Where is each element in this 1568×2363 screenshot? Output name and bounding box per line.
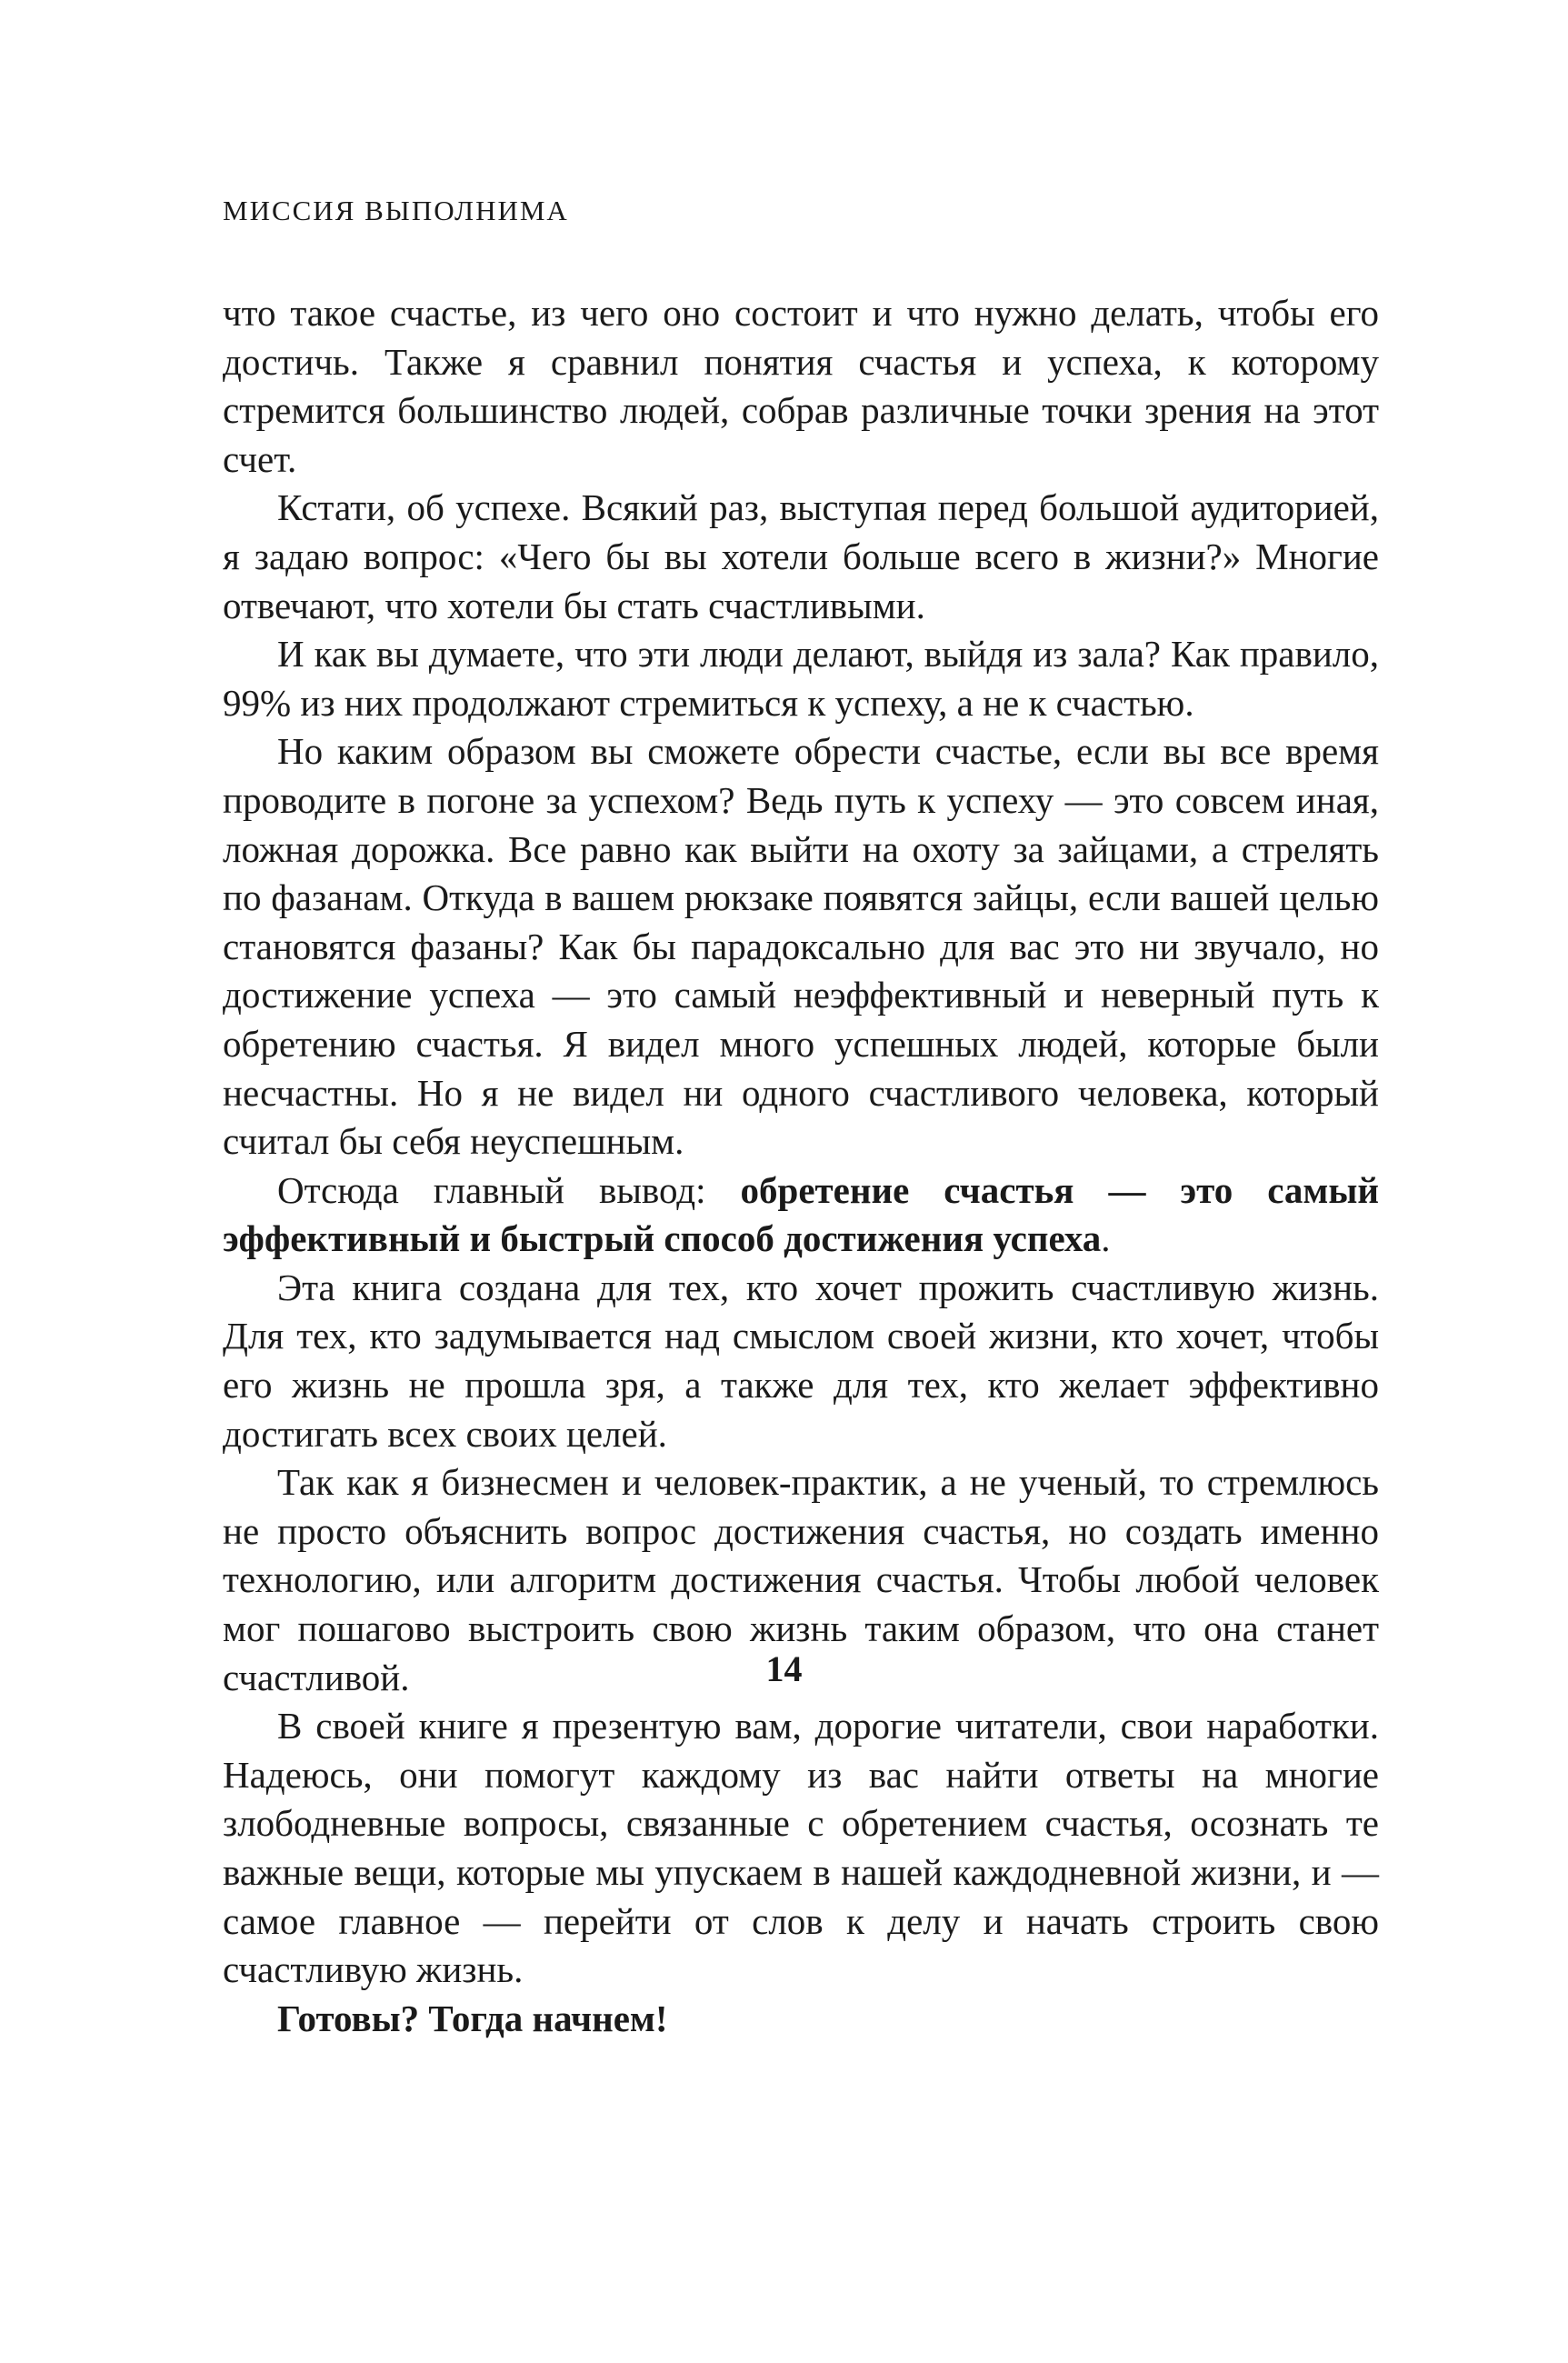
paragraph: [223, 484, 1379, 630]
bold-text: Готовы? Тогда начнем!: [277, 1997, 668, 2039]
body-text: [223, 289, 1379, 2043]
running-header: МИССИЯ ВЫПОЛНИМА: [223, 195, 569, 226]
text-segment: В своей книге я презентую вам, дорогие читатели, свои наработки. Надеюсь, они помогут каждому из вас найти ответы на многие злободневные вопросы, связанные с обретением счастья, осознать те важные вещи, которые мы упускаем в нашей каждодневной жизни, и — самое главное — перейти от слов к делу и начать строить свою счастливую жизнь.: [223, 1705, 1379, 1991]
text-segment: Эта книга создана для тех, кто хочет прожить счастливую жизнь. Для тех, кто задумывается над смыслом своей жизни, кто хочет, чтобы его жизнь не прошла зря, а также для тех, кто желает эффективно достигать всех своих целей.: [223, 1266, 1379, 1455]
paragraph: [223, 1166, 1379, 1264]
text-segment: Кстати, об успехе. Всякий раз, выступая перед большой аудиторией, я задаю вопрос: «Чего бы вы хотели больше всего в жизни?» Многие отвечают, что хотели бы стать счастливыми.: [223, 486, 1379, 626]
paragraph: [223, 727, 1379, 1166]
paragraph: [223, 289, 1379, 484]
text-segment: Так как я бизнесмен и человек-практик, а не ученый, то стремлюсь не просто объяснить вопрос достижения счастья, но создать именно технологию, или алгоритм достижения счастья. Чтобы любой человек мог пошагово выстроить свою жизнь таким образом, что она станет счастливой.: [223, 1461, 1379, 1698]
paragraph: [223, 630, 1379, 727]
text-segment: что такое счастье, из чего оно состоит и что нужно делать, чтобы его достичь. Также я сравнил понятия счастья и успеха, к которому стремится большинство людей, собрав различные точки зрения на этот счет.: [223, 292, 1379, 480]
text-segment: Но каким образом вы сможете обрести счастье, если вы все время проводите в погоне за успехом? Ведь путь к успеху — это совсем иная, ложная дорожка. Все равно как выйти на охоту за зайцами, а стрелять по фазанам. Откуда в вашем рюкзаке появятся зайцы, если вашей целью становятся фазаны? Как бы парадоксально для вас это ни звучало, но достижение успеха — это самый неэффективный и неверный путь к обретению счастья. Я видел много успешных людей, которые были несчастны. Но я не видел ни одного счастливого человека, который считал бы себя неуспешным.: [223, 730, 1379, 1163]
text-segment: Отсюда главный вывод:: [277, 1168, 741, 1211]
bold-text: обретение счастья — это самый эффективный и быстрый способ достижения успеха: [223, 1168, 1379, 1260]
text-segment: И как вы думаете, что эти люди делают, выйдя из зала? Как правило, 99% из них продолжают стремиться к успеху, а не к счастью.: [223, 633, 1379, 724]
paragraph: [223, 1995, 1379, 2044]
page-number: 14: [765, 1648, 803, 1689]
paragraph: [223, 1702, 1379, 1995]
text-segment: .: [1101, 1217, 1111, 1260]
paragraph: [223, 1264, 1379, 1458]
